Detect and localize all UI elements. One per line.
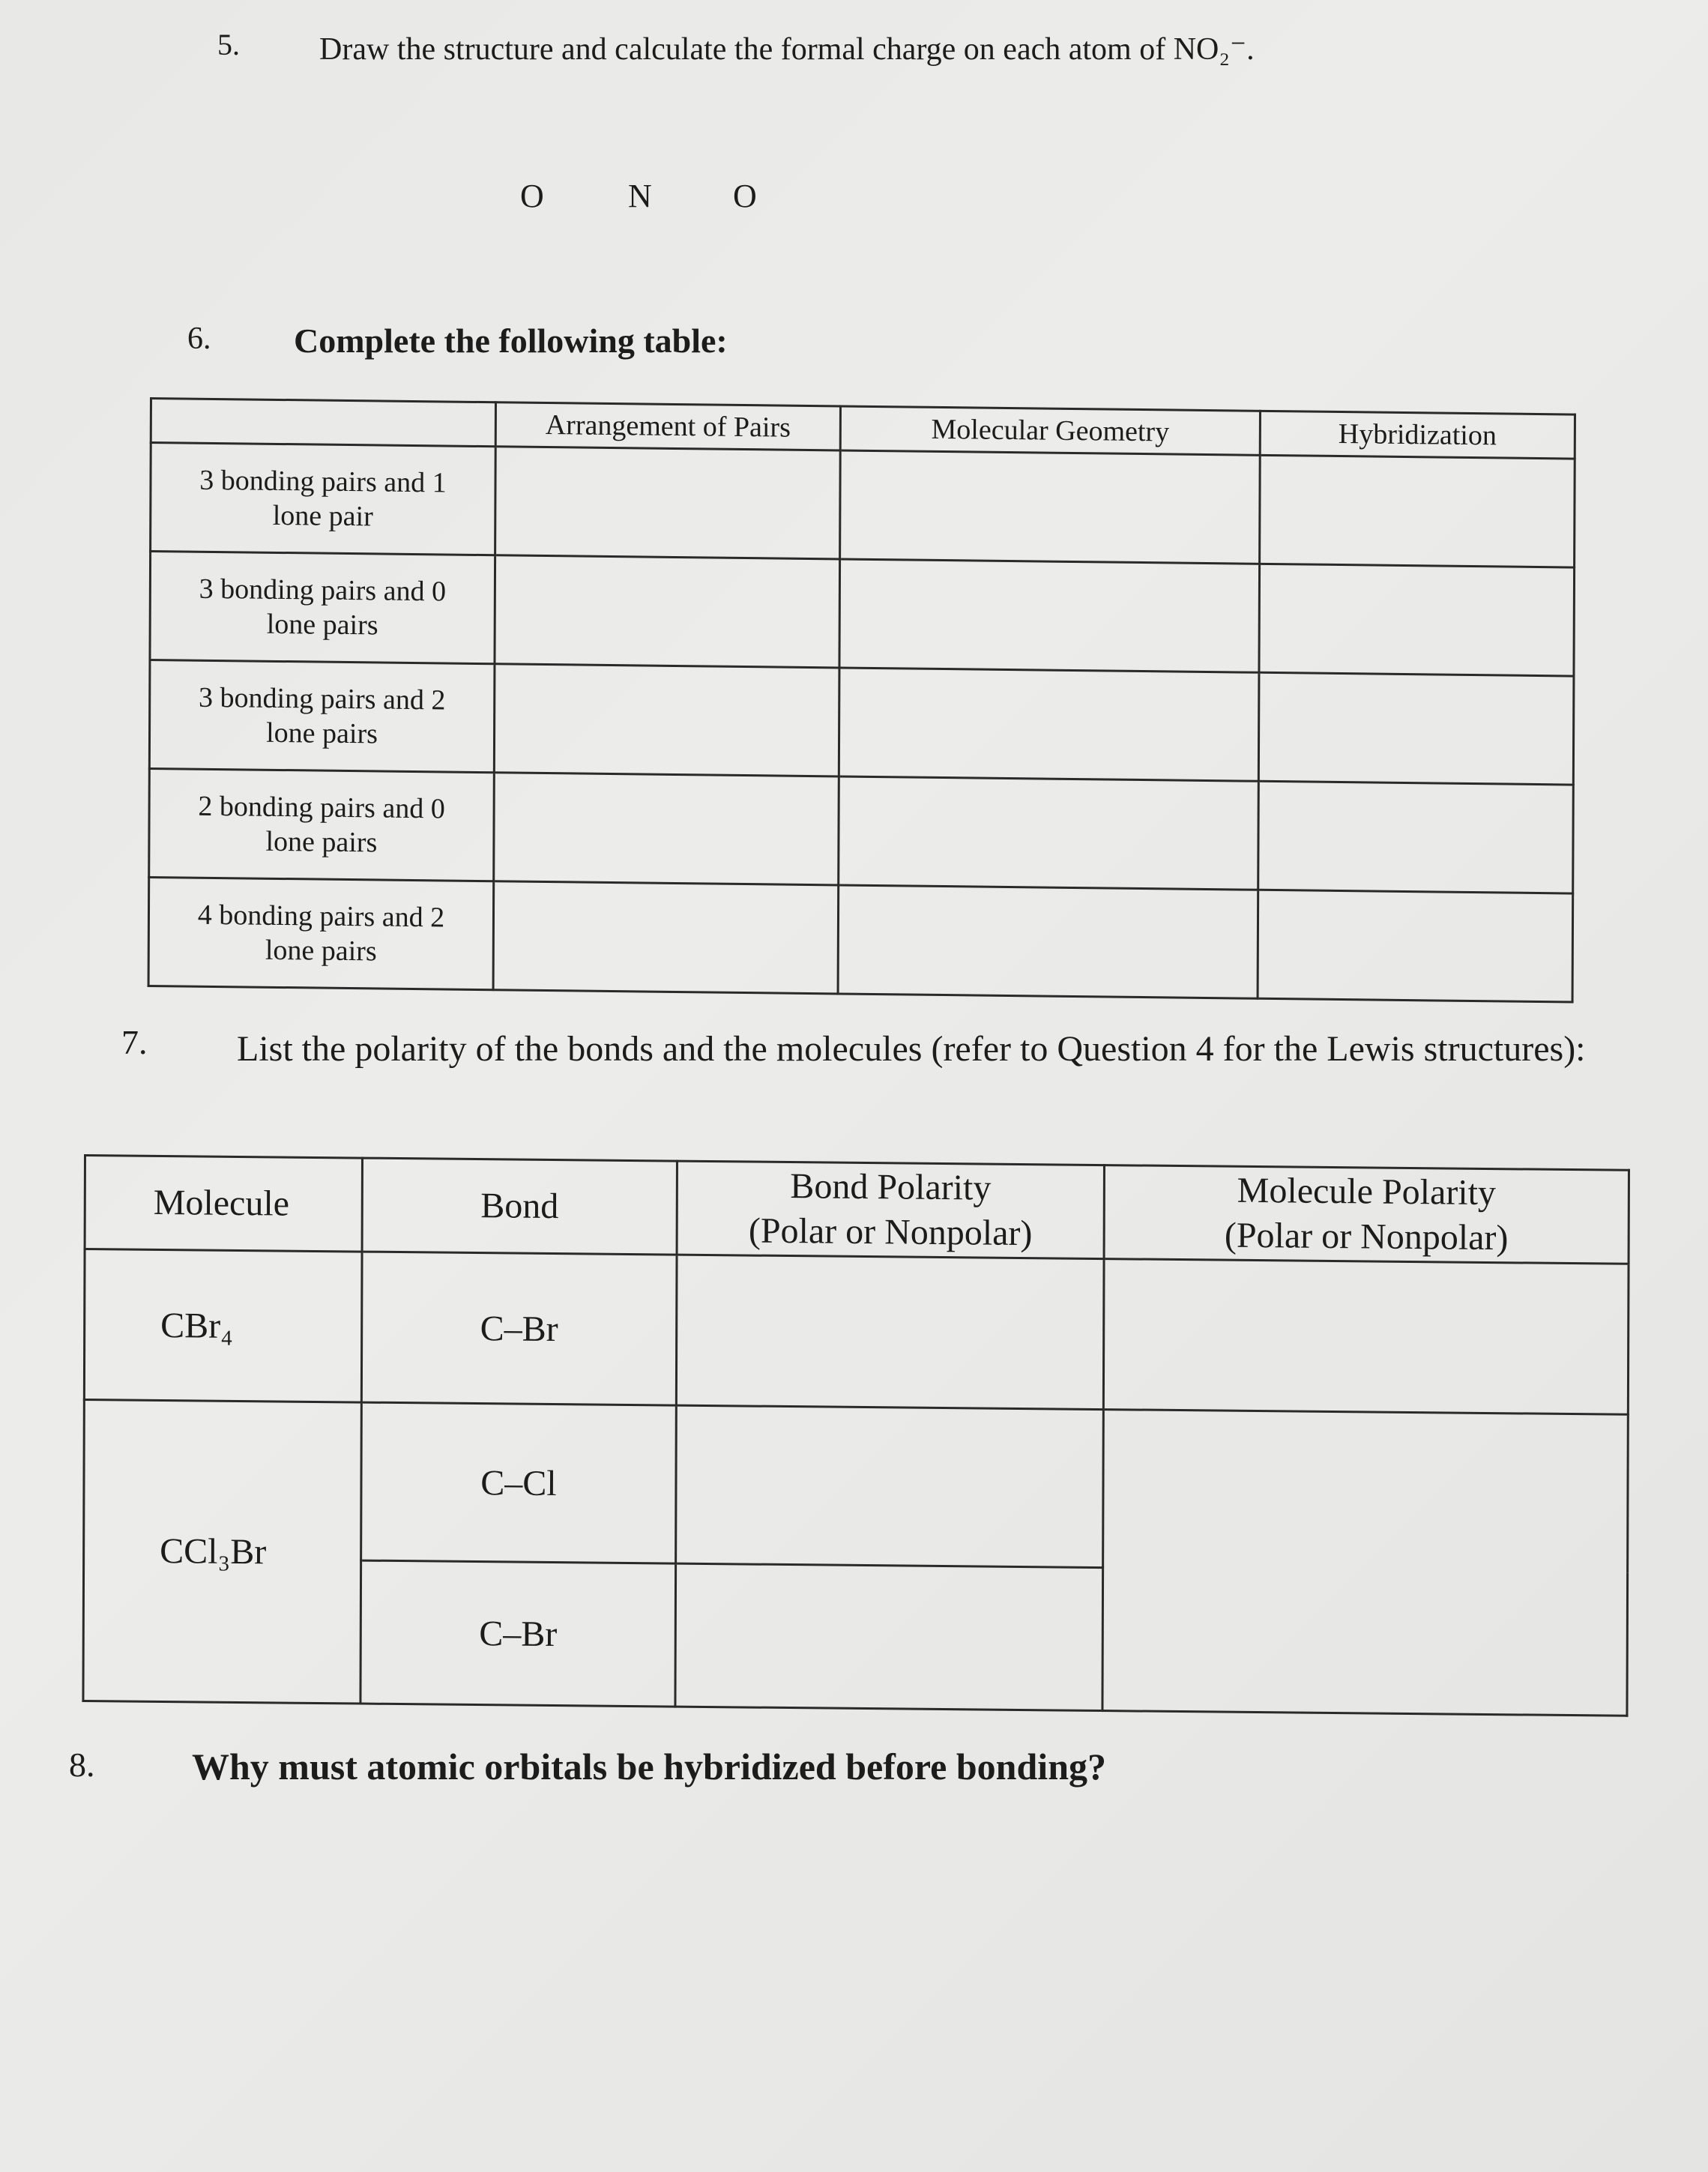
answer-cell-geometry[interactable] (840, 450, 1261, 564)
header-molecule-polarity-subtitle: (Polar or Nonpolar) (1224, 1215, 1509, 1258)
header-bond-polarity-title: Bond Polarity (790, 1166, 992, 1208)
atom-nitrogen: N (628, 178, 652, 214)
question-6-number: 6. (187, 322, 211, 356)
answer-cell-arrangement[interactable] (494, 664, 839, 776)
answer-cell-bond-polarity[interactable] (676, 1255, 1104, 1409)
header-bond: Bond (362, 1158, 677, 1255)
table-row (151, 443, 1575, 568)
question-5-text: Draw the structure and calculate the formal charge on each atom of NO₂⁻. (319, 32, 1255, 67)
table-row (84, 1400, 1629, 1573)
answer-cell-hybridization[interactable] (1260, 455, 1575, 567)
answer-cell-bond-polarity[interactable] (676, 1405, 1104, 1567)
answer-cell-hybridization[interactable] (1259, 564, 1575, 676)
row-label: 3 bonding pairs and 1 lone pair (151, 443, 496, 555)
header-molecule: Molecule (85, 1156, 362, 1252)
answer-cell-geometry[interactable] (839, 776, 1259, 890)
question-5-number: 5. (217, 28, 240, 61)
row-label: 4 bonding pairs and 2 lone pairs (148, 877, 494, 989)
header-molecular-geometry: Molecular Geometry (840, 406, 1260, 455)
question-7-number: 7. (121, 1023, 148, 1061)
molecule-cell: CCl₃Br (83, 1400, 361, 1704)
answer-cell-geometry[interactable] (839, 559, 1260, 672)
answer-cell-arrangement[interactable] (494, 773, 839, 885)
question-8-number: 8. (69, 1746, 95, 1784)
header-bond-polarity (677, 1161, 1104, 1258)
header-molecule-polarity-title: Molecule Polarity (1237, 1170, 1497, 1213)
answer-cell-arrangement[interactable] (495, 447, 841, 559)
row-label: 2 bonding pairs and 0 lone pairs (149, 768, 495, 881)
answer-cell-geometry[interactable] (838, 885, 1258, 998)
answer-cell-geometry[interactable] (839, 668, 1259, 781)
header-arrangement-of-pairs: Arrangement of Pairs (495, 402, 840, 450)
bond-cell: C–Br (361, 1252, 677, 1405)
header-molecule-polarity (1104, 1165, 1629, 1264)
question-8-text: Why must atomic orbitals be hybridized before bonding? (192, 1746, 1106, 1788)
answer-cell-hybridization[interactable] (1258, 890, 1573, 1002)
answer-cell-molecule-polarity[interactable] (1102, 1410, 1628, 1716)
molecule-cell: CBr₄ (84, 1249, 362, 1403)
answer-cell-bond-polarity[interactable] (675, 1563, 1103, 1710)
table-row (149, 768, 1574, 893)
electron-pair-table (148, 397, 1576, 1004)
polarity-table (82, 1154, 1630, 1717)
bond-cell: C–Cl (361, 1402, 677, 1563)
answer-cell-molecule-polarity[interactable] (1103, 1259, 1629, 1415)
answer-cell-hybridization[interactable] (1258, 672, 1574, 785)
question-6-text: Complete the following table: (294, 322, 728, 360)
answer-cell-arrangement[interactable] (493, 881, 839, 994)
table-row (150, 552, 1575, 677)
table-row (149, 660, 1574, 785)
header-hybridization: Hybridization (1260, 411, 1575, 459)
atom-oxygen-right: O (733, 178, 757, 214)
corner-header-cell (151, 399, 495, 447)
answer-cell-arrangement[interactable] (495, 555, 840, 668)
table-row (84, 1249, 1629, 1415)
table-row (148, 877, 1573, 1002)
row-label: 3 bonding pairs and 0 lone pairs (150, 552, 495, 664)
table-header-row (85, 1156, 1629, 1264)
answer-cell-hybridization[interactable] (1258, 781, 1574, 893)
bond-cell: C–Br (360, 1560, 676, 1707)
row-label: 3 bonding pairs and 2 lone pairs (149, 660, 495, 773)
question-7-text: List the polarity of the bonds and the molecules (refer to Question 4 for the Lewis structures): (237, 1029, 1586, 1069)
header-bond-polarity-subtitle: (Polar or Nonpolar) (748, 1210, 1033, 1254)
atom-oxygen-left: O (520, 178, 544, 214)
